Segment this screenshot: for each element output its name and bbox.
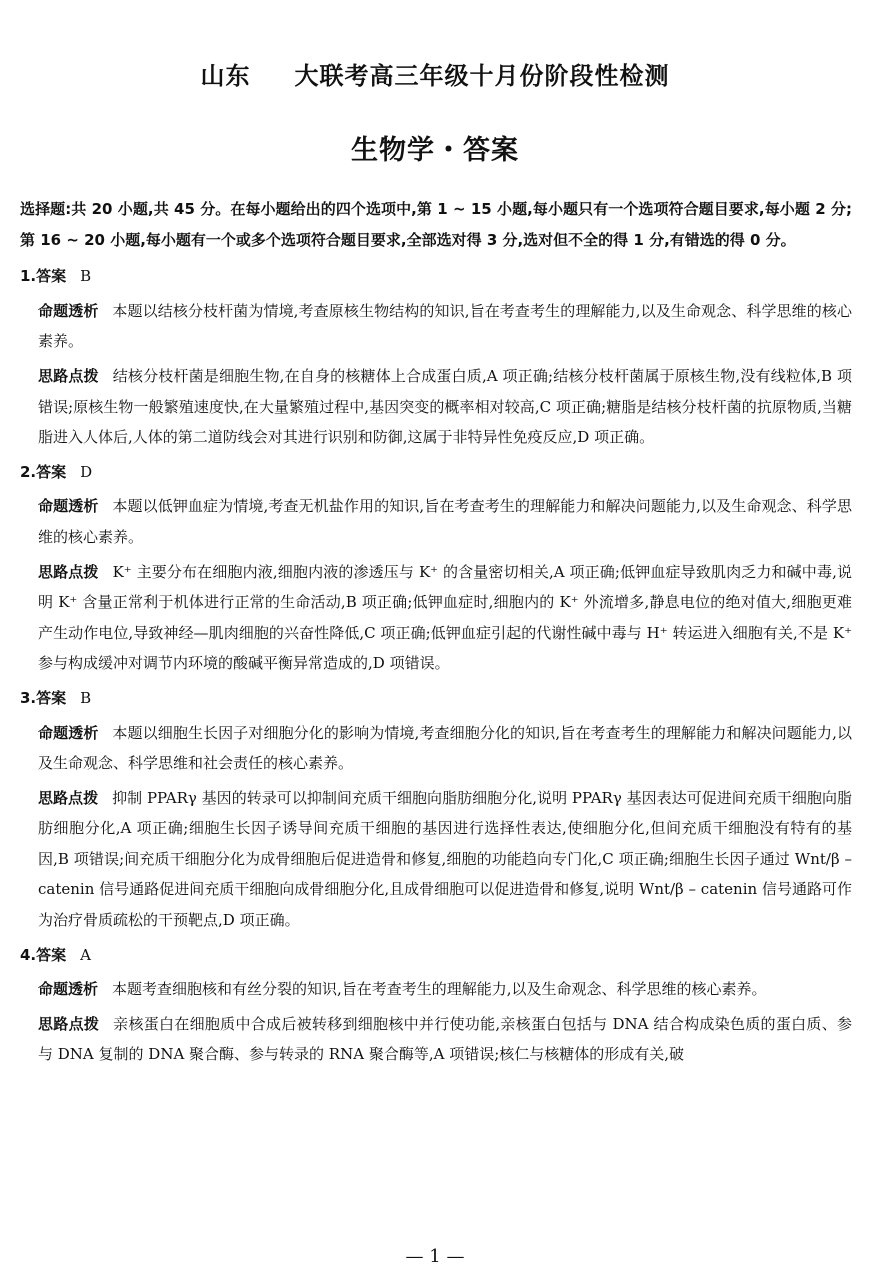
answer-content	[20, 194, 852, 1074]
section-instructions: 选择题:共 20 小题,共 45 分。在每小题给出的四个选项中,第 1 ~ 15 小题,每小题只有一个选项符合题目要求,每小题 2 分;第 16 ~ 20 小题,每小题有一个或多个选项符合题目要求,全部选对得 3 分,选对但不全的得 1 分,有错选的得 0 分。	[20, 200, 852, 249]
intent-text: 本题以低钾血症为情境,考查无机盐作用的知识,旨在考查考生的理解能力和解决问题能力,以及生命观念、科学思维的核心素养。	[38, 497, 852, 546]
analysis-text: 抑制 PPARγ 基因的转录可以抑制间充质干细胞向脂肪细胞分化,说明 PPARγ 基因表达可促进间充质干细胞向脂肪细胞分化,A 项正确;细胞生长因子诱导间充质干细胞的基因进行选择性表达,使细胞分化,但间充质干细胞没有特有的基因,B 项错误;间充质干细胞分化为成骨细胞后促进造骨和修复,细胞的功能趋向专门化,C 项正确;细胞生长因子通过 Wnt/β – catenin 信号通路促进间充质干细胞向成骨细胞分化,且成骨细胞可以促进造骨和修复,说明 Wnt/β – catenin 信号通路可作为治疗骨质疏松的干预靶点,D 项正确。	[38, 788, 852, 930]
intent-text: 本题以细胞生长因子对细胞分化的影响为情境,考查细胞分化的知识,旨在考查考生的理解能力和解决问题能力,以及生命观念、科学思维和社会责任的核心素养。	[38, 723, 852, 773]
analysis-text: 结核分枝杆菌是细胞生物,在自身的核糖体上合成蛋白质,A 项正确;结核分枝杆菌属于原核生物,没有线粒体,B 项错误;原核生物一般繁殖速度快,在大量繁殖过程中,基因突变的概率相对较高,C 项正确;糖脂是结核分枝杆菌的抗原物质,当糖脂进入人体后,人体的第二道防线会对其进行识别和防御,这属于非特异性免疫反应,D 项正确。	[38, 366, 852, 447]
analysis-label: 思路点拨	[38, 788, 99, 807]
question-1-intent	[38, 296, 852, 357]
question-number: 2.	[20, 462, 37, 481]
analysis-label: 思路点拨	[38, 562, 99, 581]
question-2	[20, 457, 852, 679]
question-1	[20, 261, 852, 453]
intent-text: 本题考查细胞核和有丝分裂的知识,旨在考查考生的理解能力,以及生命观念、科学思维的核心素养。	[112, 980, 767, 999]
question-2-answer-line	[20, 457, 852, 488]
title-exam-name: 大联考高三年级十月份阶段性检测	[294, 62, 670, 90]
question-1-answer-line	[20, 261, 852, 292]
answer-label: 答案	[36, 267, 67, 286]
question-4-intent	[38, 974, 852, 1005]
analysis-text: K⁺ 主要分布在细胞内液,细胞内液的渗透压与 K⁺ 的含量密切相关,A 项正确;低钾血症导致肌肉乏力和碱中毒,说明 K⁺ 含量正常利于机体进行正常的生命活动,B 项正确;低钾血症时,细胞内的 K⁺ 外流增多,静息电位的绝对值大,细胞更难产生动作电位,导致神经—肌肉细胞的兴奋性降低,C 项正确;低钾血症引起的代谢性碱中毒与 H⁺ 转运进入细胞有关,不是 K⁺ 参与构成缓冲对调节内环境的酸碱平衡异常造成的,D 项错误。	[38, 562, 852, 673]
question-3-answer-line	[20, 683, 852, 714]
question-2-analysis	[38, 557, 852, 679]
document-subtitle: 生物学・答案	[351, 135, 519, 166]
analysis-label: 思路点拨	[38, 1014, 100, 1033]
document-title	[0, 56, 870, 91]
title-province: 山东	[200, 62, 251, 90]
question-number: 4.	[20, 945, 37, 964]
analysis-label: 思路点拨	[38, 366, 99, 385]
answer-label: 答案	[36, 462, 67, 481]
intent-label: 命题透析	[38, 301, 99, 320]
question-2-intent	[38, 491, 852, 552]
intent-label: 命题透析	[38, 980, 99, 999]
answer-label: 答案	[36, 945, 67, 964]
question-4-answer-line	[20, 940, 852, 971]
page-number: — 1 —	[405, 1246, 465, 1267]
answer-value: B	[80, 267, 92, 286]
question-3-intent	[38, 718, 852, 779]
answer-value: D	[80, 462, 93, 481]
question-4-analysis	[38, 1009, 852, 1070]
question-3-analysis	[38, 783, 852, 936]
answer-label: 答案	[36, 688, 67, 707]
answer-value: A	[80, 945, 91, 964]
intent-text: 本题以结核分枝杆菌为情境,考查原核生物结构的知识,旨在考查考生的理解能力,以及生命观念、科学思维的核心素养。	[38, 301, 852, 351]
question-number: 1.	[20, 267, 37, 286]
question-number: 3.	[20, 688, 37, 707]
answer-value: B	[80, 688, 92, 707]
question-1-analysis	[38, 361, 852, 453]
question-3	[20, 683, 852, 936]
question-4	[20, 940, 852, 1070]
intent-label: 命题透析	[38, 723, 99, 742]
intent-label: 命题透析	[38, 497, 99, 516]
analysis-text: 亲核蛋白在细胞质中合成后被转移到细胞核中并行使功能,亲核蛋白包括与 DNA 结合构成染色质的蛋白质、参与 DNA 复制的 DNA 聚合酶、参与转录的 RNA 聚合酶等,A 项错误;核仁与核糖体的形成有关,破	[38, 1014, 852, 1064]
